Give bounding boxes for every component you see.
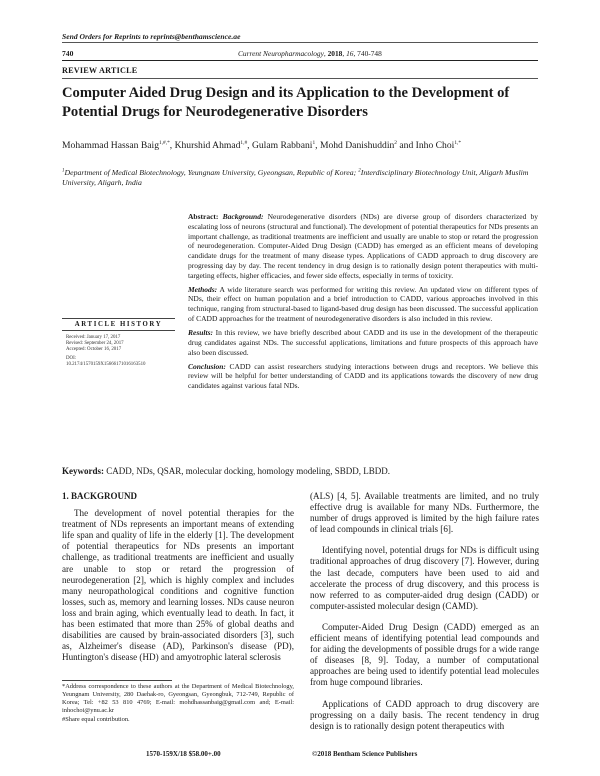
author-sup: 1,# — [240, 139, 248, 146]
author-name: Mohammad Hassan Baig — [62, 140, 159, 151]
footer-publisher: ©2018 Bentham Science Publishers — [312, 750, 418, 758]
abstract-results — [188, 328, 538, 357]
header-rule-bottom — [62, 78, 538, 79]
affiliation-sup: 2 — [358, 168, 361, 174]
page-number: 740 — [62, 49, 74, 58]
paragraph: Computer-Aided Drug Design (CADD) emerged as an efficient means of identifying potential lead compounds and for aiding the developments of possible drugs for a wide range of diseases [8, 9]. Today, a number of computational approaches are being used to identify potential lead molecules from huge compound libraries. — [310, 621, 539, 688]
author-sup: 1,* — [454, 139, 462, 146]
journal-volume: 16 — [346, 49, 354, 58]
results-text: In this review, we have briefly described about CADD and its use in the development of the therapeutic drug candidates against NDs. The successful applications, limitations and future prospects of this approach have also been discussed. — [188, 328, 539, 357]
methods-label: Methods: — [188, 284, 218, 294]
abstract-background — [188, 212, 538, 280]
results-label: Results: — [188, 328, 214, 338]
conclusion-text: CADD can assist researchers studying interactions between drugs and receptors. We believe this review will be helpful for better understanding of CADD and its applications towards the discovery of new drug candidates against various fatal NDs. — [188, 361, 539, 391]
methods-text: A wide literature search was performed for writing this review. An updated view on different types of NDs, their effect on human population and a brief introduction to CADD, various approaches involved in this technique, ranging from structural-based to ligand-based drug design has been discussed. The successful application of CADD approaches for the treatment of neurodegenerative disorders is also included in this review. — [188, 284, 539, 323]
keywords-text: CADD, NDs, QSAR, molecular docking, homology modeling, SBDD, LBDD. — [106, 466, 390, 476]
affiliation-2: Interdisciplinary Biotechnology Unit, Aligarh Muslim University, Aligarh, India — [62, 168, 529, 187]
paragraph: Identifying novel, potential drugs for NDs is difficult using traditional approaches of drug discovery [7]. However, during the last decade, computers have been used to aid and accelerate the process of drug discovery, and this process is now referred to as computer-aided drug design (CADD) or computer-assisted molecular design (CAMD). — [310, 545, 539, 611]
article-history-title: ARTICLE HISTORY — [62, 318, 175, 331]
journal-citation: Current Neuropharmacology, 2018, 16, 740-748 — [238, 49, 382, 58]
abstract-conclusion — [188, 362, 538, 391]
article-history-box — [62, 318, 175, 380]
footnote — [62, 683, 294, 725]
equal-contribution-note: #Share equal contribution. — [62, 716, 130, 723]
header-rule-top — [62, 42, 538, 43]
body-column-right — [310, 491, 539, 742]
author-sup: 2 — [394, 139, 397, 146]
history-accepted: Accepted: October 16, 2017 — [66, 347, 122, 352]
keywords-label: Keywords: — [62, 466, 104, 476]
affiliations — [62, 168, 540, 188]
abstract-methods — [188, 285, 538, 324]
header-rule-thick — [62, 60, 538, 61]
reprints-notice: Send Orders for Reprints to reprints@benthamscience.ae — [62, 32, 241, 41]
section-heading: 1. BACKGROUND — [62, 491, 138, 501]
journal-pages: 740-748 — [357, 49, 382, 58]
paragraph: Applications of CADD approach to drug discovery are progressing on a daily basis. The recent tendency in drug design is to rationally design potent therapeutics with — [310, 698, 539, 731]
footnote-rule — [62, 680, 172, 681]
history-received: Received: January 17, 2017 — [66, 335, 121, 340]
correspondence-note: *Address correspondence to these authors at the Department of Medical Biotechnology, Yeungnam University, 280 Daehak-ro, Gyeongsan, Gyeongbuk, 712-749, Republic of Korea; Tel: +82 53 810 4769; E-mail: mohdhassanbaig@gmail.com and; E-mail: inhochoi@ynu.ac.kr — [62, 683, 294, 714]
history-doi[interactable]: 10.2174/1570159X15666171016163510 — [66, 362, 146, 367]
author-list: Mohammad Hassan Baig$^{1,\#,*}$, Khurshid Ahmad$^{1,\#}$, Gulam Rabbani$^1$, Mohd Danishuddin$^2$ and Inho Choi$^{1,*}$ — [62, 139, 462, 151]
affiliation-sup: 1 — [62, 168, 65, 174]
author-sup: 1,#,* — [159, 139, 170, 146]
conclusion-label: Conclusion: — [188, 361, 226, 371]
author-name: Gulam Rabbani — [251, 140, 313, 151]
history-revised: Revised: September 24, 2017 — [66, 341, 124, 346]
paragraph: The development of novel potential therapies for the treatment of NDs represents an important means of extending life span and quality of life in the elderly [1]. The development of potential therapeutics for NDs presents an important challenge, as traditional treatments are inefficient and usually are unable to stop or retard the progression of neurodegeneration [2], which is highly complex and includes many neuropathological conditions and cognitive function losses, such as, memory and learning losses. NDs cause neuron loss and brain aging, which eventually lead to death. In fact, it has been estimated that more than 25% of global deaths and disabilities are caused by brain-associated disorders [3], such as, Alzheimer's disease (AD), Parkinson's disease (PD), Huntington's disease (HD) and amyotrophic lateral sclerosis — [62, 508, 294, 663]
history-doi-label: DOI: — [66, 356, 77, 361]
footer-issn: 1570-159X/18 $58.00+.00 — [146, 750, 221, 758]
author-name: Khurshid Ahmad — [174, 140, 241, 151]
author-name: Inho Choi — [415, 140, 455, 151]
background-text: Neurodegenerative disorders (NDs) are diverse group of disorders characterized by escalating loss of neurons (structural and functional). The development of potential therapeutics for NDs presents an important challenge, as traditional treatments are inefficient and usually are unable to stop or retard the progression of neurodegeneration. Computer-Aided Drug Design (CADD) has emerged as an efficient means of developing candidate drugs for the treatment of many disease types. Applications of CADD approach to drug discovery are progressing day by day. The recent tendency in drug design is to rationally design potent therapeutics with multi-targeting effects, higher efficacies, and fewer side effects, especially in terms of toxicity. — [188, 212, 539, 280]
paragraph: (ALS) [4, 5]. Available treatments are limited, and no truly effective drug is available for many NDs. Furthermore, the number of drugs approved is limited by the high failure rates of lead compounds in clinical trials [6]. — [310, 491, 539, 535]
journal-year: 2018 — [327, 49, 343, 58]
article-type: REVIEW ARTICLE — [62, 66, 138, 75]
background-label: Background: — [222, 212, 264, 221]
journal-name: Current Neuropharmacology — [238, 49, 324, 58]
author-name: Mohd Danishuddin — [319, 140, 395, 151]
abstract — [188, 212, 538, 395]
affiliation-1: Department of Medical Biotechnology, Yeungnam University, Gyeongsan, Republic of Korea; — [64, 168, 359, 177]
abstract-label: Abstract: — [188, 212, 219, 221]
author-sup: 1 — [312, 139, 316, 146]
article-title: Computer Aided Drug Design and its Application to the Development of Potential Drugs for Neurodegenerative Disorders — [62, 85, 510, 120]
body-column-left — [62, 491, 294, 673]
keywords — [62, 466, 540, 477]
